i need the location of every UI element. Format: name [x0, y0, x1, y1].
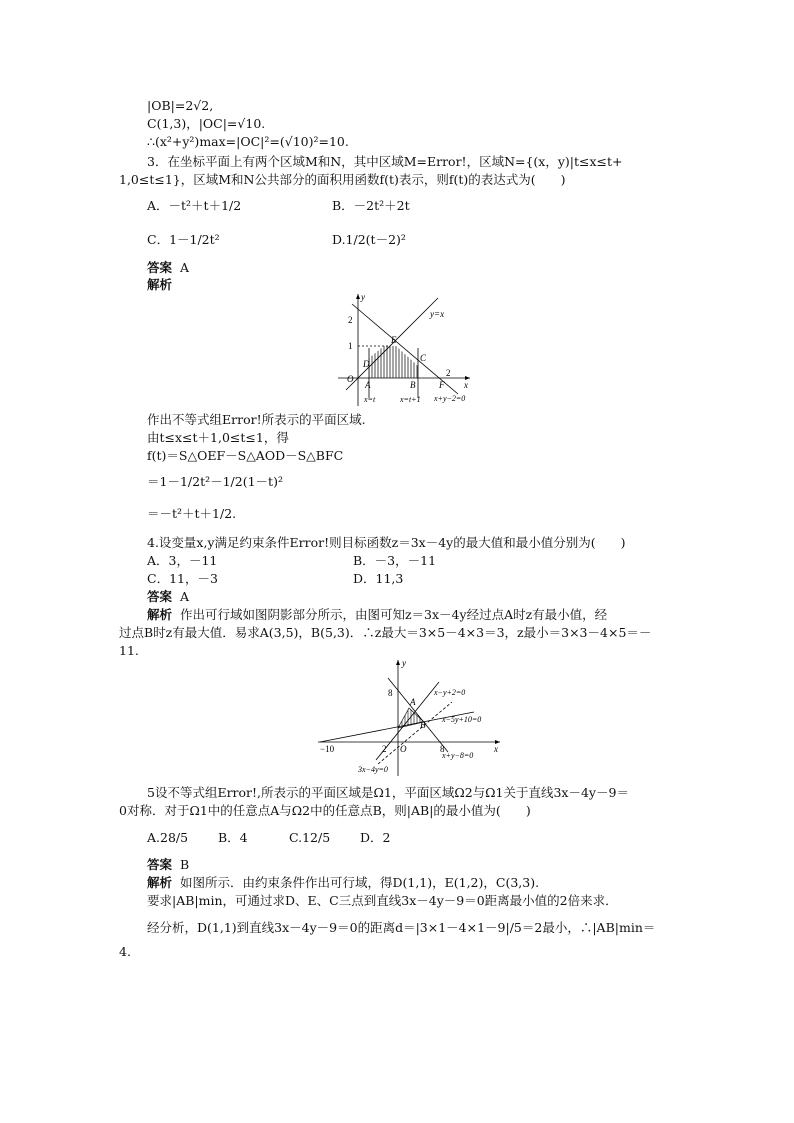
q5-answer-label: 答案 [147, 857, 173, 872]
fig2-line-1: x−y+2=0 [434, 688, 466, 697]
q4-analysis-3: 11. [119, 643, 139, 658]
q4-analysis-2: 过点B时z有最大值．易求A(3,5)，B(5,3)．∴z最大＝3×5－4×3＝3，z最小＝3×3－4×5＝－ [119, 625, 652, 640]
q3-option-c: C．1－1/2t² [147, 232, 220, 247]
fig2-line-3: x+y−8=0 [442, 751, 474, 760]
q5-stem-2: 0对称．对于Ω1中的任意点A与Ω2中的任意点B，则|AB|的最小值为( ) [119, 803, 531, 818]
fig1-origin: O [347, 374, 354, 384]
q5-option-b: B．4 [218, 830, 248, 845]
q5-analysis-4: 4. [119, 944, 131, 959]
fig1-point-f: F [439, 380, 445, 390]
fig1-tick-x2: 2 [446, 368, 451, 378]
q3-solution-4: ＝1－1/2t²－1/2(1－t)² [147, 474, 283, 489]
q5-analysis-2: 要求|AB|min，可通过求D、E、C三点到直线3x－4y－9＝0距离最小值的2倍来求． [147, 893, 618, 908]
fig1-y-label: y [361, 292, 365, 302]
q5-stem-1: 5设不等式组Error!,所表示的平面区域是Ω1，平面区域Ω2与Ω1关于直线3x－4y－9＝ [147, 785, 629, 800]
fig2-origin: O [400, 744, 407, 754]
q4-option-a: A．3，－11 [147, 553, 218, 568]
q5-option-c: C.12/5 [289, 830, 331, 845]
q3-option-a: A．－t²＋t＋1/2 [147, 198, 242, 213]
q4-option-b: B．－3，－11 [353, 553, 437, 568]
fig1-point-d: D [363, 359, 370, 369]
fig1-point-b: B [410, 380, 416, 390]
fig2-x-label: x [494, 744, 498, 754]
q5-option-a: A.28/5 [147, 830, 189, 845]
q3-option-b: B．－2t²＋2t [332, 198, 410, 213]
q4-answer-label: 答案 [147, 589, 173, 604]
fig2-tick-2: 2 [382, 744, 387, 754]
fig2-tick-x8: 8 [440, 744, 445, 754]
fig2-tick-m10: −10 [320, 744, 335, 754]
q5-answer: B [179, 857, 190, 872]
fig1-tick-y2: 2 [348, 315, 353, 325]
q5-analysis-1: 如图所示．由约束条件作出可行域，得D(1,1)，E(1,2)，C(3,3). [179, 875, 540, 890]
fig2-line-2: x−5y+10=0 [442, 715, 482, 724]
q4-option-d: D．11,3 [353, 571, 404, 586]
q4-analysis-1: 作出可行域如图阴影部分所示，由图可知z＝3x－4y经过点A时z有最小值，经 [179, 607, 608, 622]
q3-solution-3: f(t)＝S△OEF－S△AOD－S△BFC [147, 448, 344, 463]
fig1-line-xt: x=t [364, 395, 376, 404]
q5-option-d: D．2 [360, 830, 391, 845]
q3-answer: A [179, 260, 189, 275]
fig1-line-yx: y=x [430, 309, 445, 319]
text-max: ∴(x²+y²)max=|OC|²=(√10)²=10. [147, 134, 349, 149]
q3-stem-1: 3．在坐标平面上有两个区域M和N，其中区域M=Error!，区域N={(x，y)|t≤x≤t+ [147, 154, 623, 169]
fig1-tick-y1: 1 [348, 341, 353, 351]
q4-answer: A [179, 589, 189, 604]
fig2-tick-y8: 8 [388, 688, 393, 698]
q5-analysis-label: 解析 [147, 875, 173, 890]
fig1-line-xy2: x+y−2=0 [434, 394, 466, 403]
figure-region-mn [338, 290, 478, 408]
q4-option-c: C．11，－3 [147, 571, 218, 586]
fig2-y-label: y [402, 658, 406, 668]
fig1-point-c: C [420, 353, 427, 363]
fig1-point-a: A [365, 380, 371, 390]
q3-stem-2: 1,0≤t≤1}，区域M和N公共部分的面积用函数f(t)表示，则f(t)的表达式为( ) [119, 172, 566, 187]
fig2-point-b: B [420, 720, 426, 730]
q3-solution-5: ＝－t²＋t＋1/2. [147, 506, 237, 521]
figure-feasible-region [314, 656, 504, 778]
q3-answer-label: 答案 [147, 260, 173, 275]
text-oc: C(1,3)，|OC|=√10. [147, 116, 266, 131]
fig1-x-label: x [464, 380, 468, 390]
q3-solution-2: 由t≤x≤t＋1,0≤t≤1，得 [147, 430, 289, 445]
fig1-point-e: E [391, 335, 397, 345]
q3-solution-1: 作出不等式组Error!所表示的平面区域. [147, 412, 366, 427]
text-ob: |OB|=2√2, [147, 98, 214, 113]
q4-stem: 4.设变量x,y满足约束条件Error!则目标函数z＝3x－4y的最大值和最小值分别为( ) [147, 535, 626, 550]
fig2-line-4: 3x−4y=0 [358, 765, 388, 774]
q4-analysis-label: 解析 [147, 607, 173, 622]
fig1-line-xt1: x=t+1 [400, 395, 421, 404]
q3-option-d: D.1/2(t－2)² [332, 232, 406, 247]
q5-analysis-3: 经分析，D(1,1)到直线3x－4y－9＝0的距离d＝|3×1－4×1－9|/5＝2最小，∴|AB|min＝ [147, 920, 656, 935]
q3-analysis-label: 解析 [147, 277, 173, 292]
fig2-point-a: A [410, 697, 416, 707]
